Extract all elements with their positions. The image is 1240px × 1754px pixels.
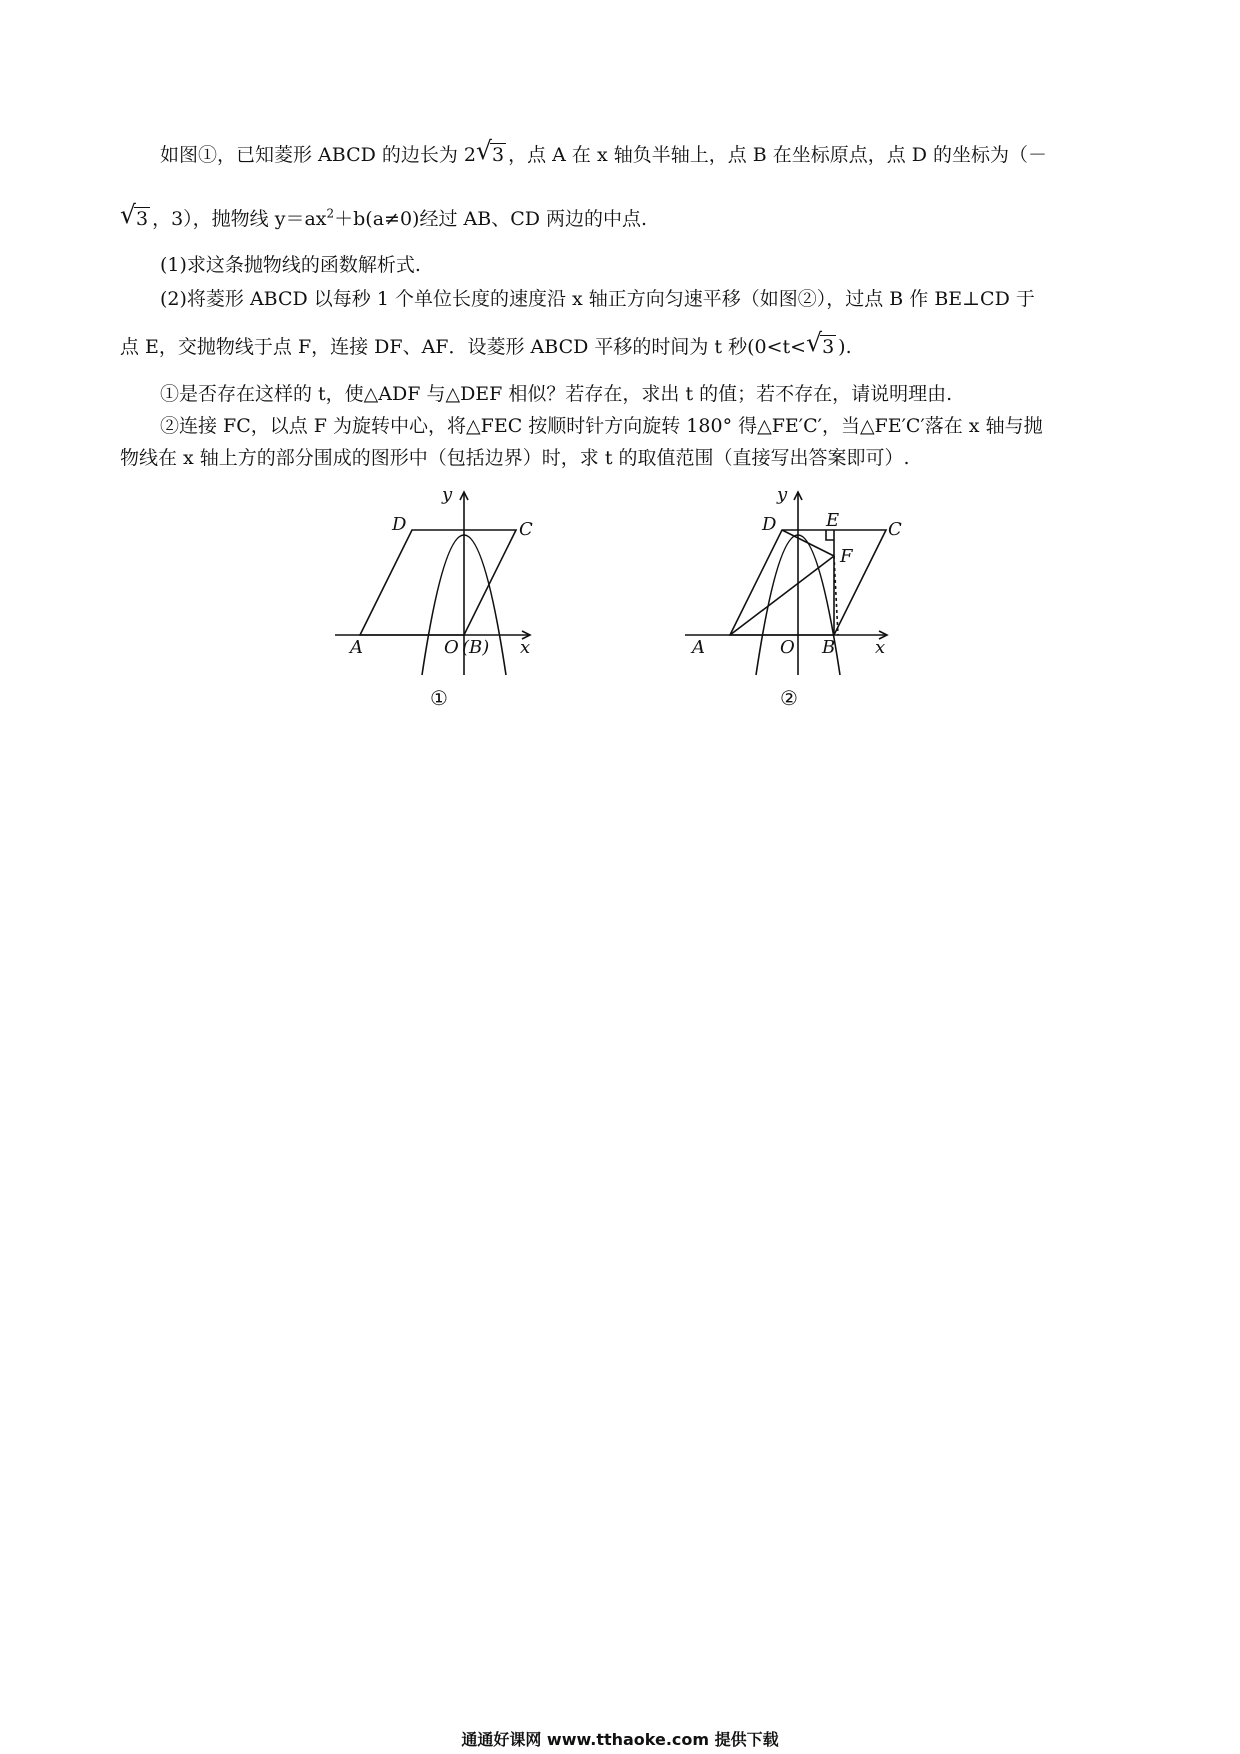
right-angle-mark: [826, 530, 834, 540]
sub-question-2-line-2: 物线在 x 轴上方的部分围成的图形中（包括边界）时，求 t 的取值范围（直接写出答案即可）.: [120, 447, 910, 469]
figure-1-caption: ①: [430, 686, 448, 710]
figure-2: [680, 480, 910, 710]
line2-text-a: ，3），抛物线 y＝ax: [152, 208, 327, 230]
sqrt-symbol: √ 3: [478, 142, 506, 168]
q2-text-c: ).: [838, 336, 852, 358]
sqrt-symbol: √ 3: [808, 334, 836, 360]
line1-text-b: ，点 A 在 x 轴负半轴上，点 B 在坐标原点，点 D 的坐标为（－: [508, 144, 1048, 166]
label-b: (B): [462, 637, 490, 658]
label-b: B: [822, 637, 836, 658]
label-a: A: [350, 637, 363, 658]
question-2-line-2: [120, 334, 852, 360]
question-2-line-1: (2)将菱形 ABCD 以每秒 1 个单位长度的速度沿 x 轴正方向匀速平移（如图②），过点 B 作 BE⊥CD 于: [160, 288, 1035, 310]
rhombus-abcd: [730, 530, 886, 635]
label-x: x: [520, 637, 531, 658]
label-d: D: [762, 514, 777, 535]
label-o: O: [780, 637, 795, 658]
sqrt-symbol: √ 3: [122, 206, 150, 232]
segment-af: [730, 556, 834, 635]
sub-question-1: ①是否存在这样的 t，使△ADF 与△DEF 相似？若存在，求出 t 的值；若不存在，请说明理由.: [160, 383, 953, 405]
label-f: F: [840, 546, 853, 567]
figure-1: [330, 480, 550, 710]
question-1: (1)求这条抛物线的函数解析式.: [160, 254, 421, 276]
label-c: C: [888, 519, 902, 540]
label-y: y: [777, 484, 788, 505]
label-y: y: [442, 484, 453, 505]
problem-line-2: [120, 206, 647, 232]
problem-line-1: [160, 142, 1047, 168]
label-x: x: [875, 637, 886, 658]
label-c: C: [519, 519, 533, 540]
label-e: E: [826, 510, 840, 531]
label-o: O: [444, 637, 459, 658]
label-a: A: [692, 637, 705, 658]
line1-text-a: 如图①，已知菱形 ABCD 的边长为 2: [160, 144, 477, 166]
label-d: D: [392, 514, 407, 535]
figure-2-caption: ②: [780, 686, 798, 710]
q2-text-b: 点 E，交抛物线于点 F，连接 DF、AF．设菱形 ABCD 平移的时间为 t 秒(0<t<: [120, 336, 807, 358]
sub-question-2-line-1: ②连接 FC，以点 F 为旋转中心，将△FEC 按顺时针方向旋转 180° 得△FE′C′，当△FE′C′落在 x 轴与抛: [160, 415, 1043, 437]
rhombus-abcd: [360, 530, 516, 635]
line2-text-b: ＋b(a≠0)经过 AB、CD 两边的中点.: [334, 208, 648, 230]
page-footer: 通通好课网 www.tthaoke.com 提供下载: [461, 1730, 779, 1749]
exponent: 2: [326, 206, 335, 221]
